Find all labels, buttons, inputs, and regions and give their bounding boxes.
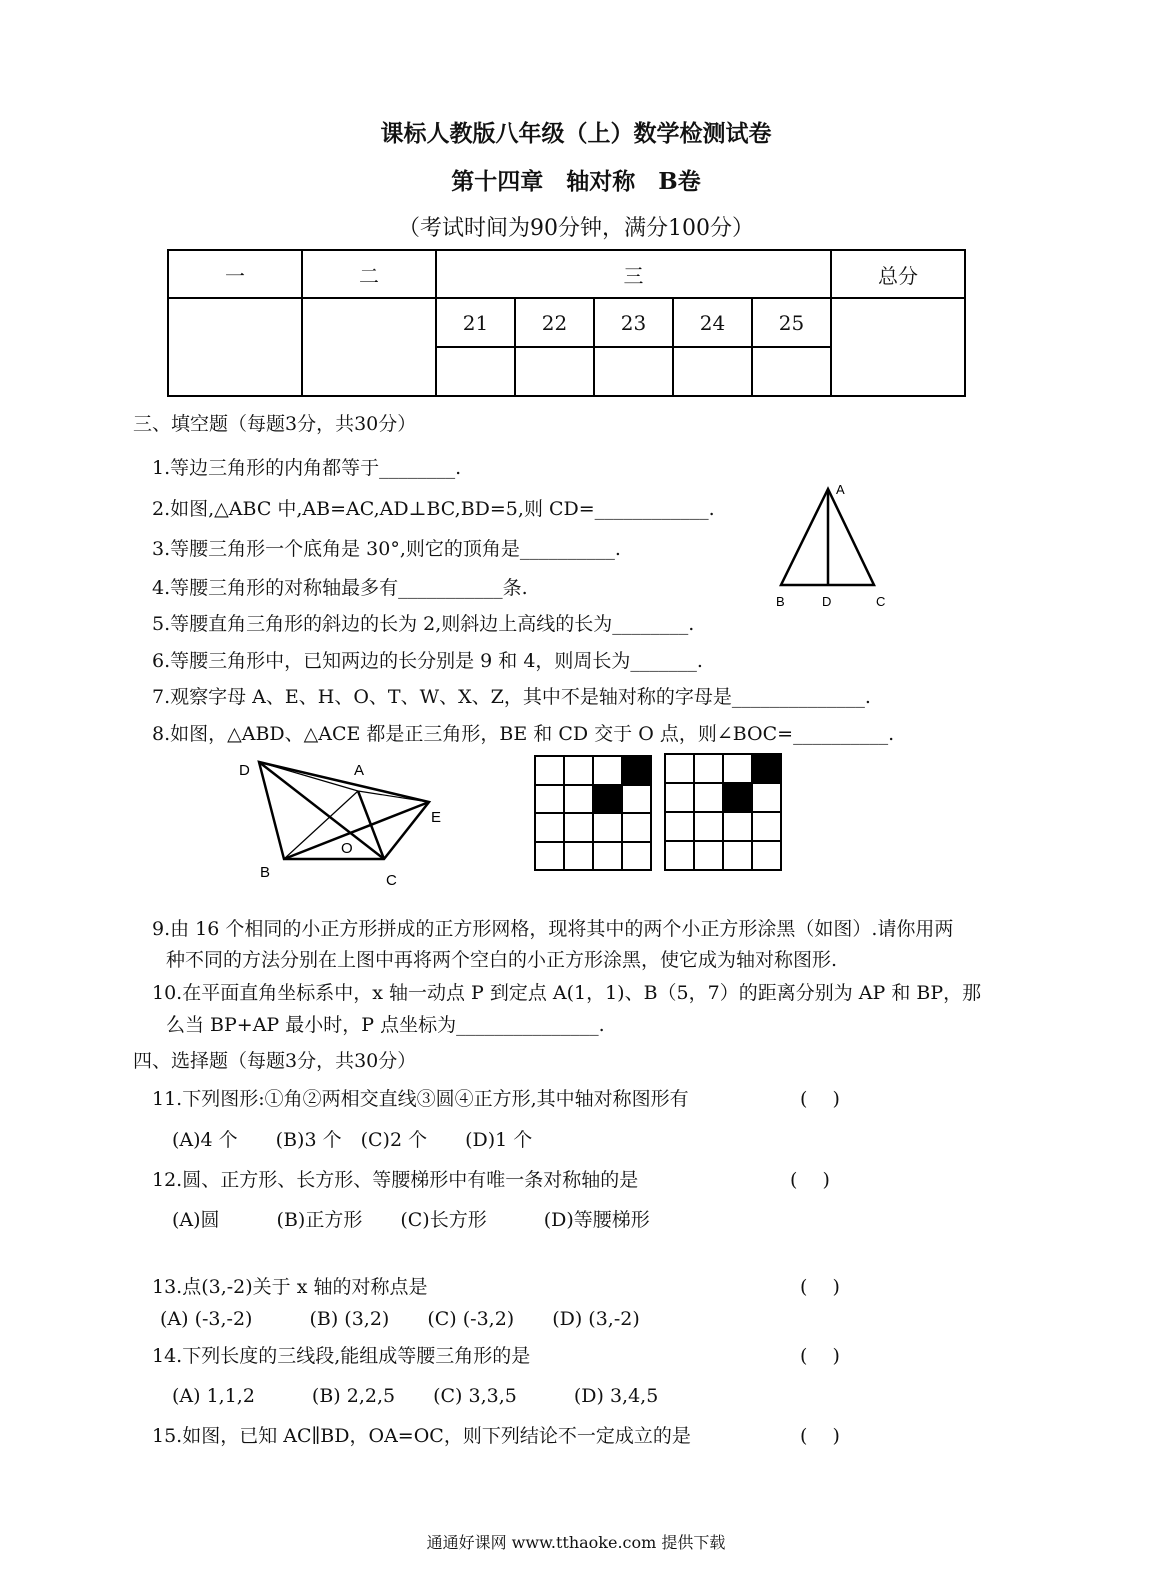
score-num-21: 21: [436, 298, 515, 347]
black-square: [621, 756, 651, 786]
score-cell-21: [436, 347, 515, 396]
question-12-options: (A)圆 (B)正方形 (C)长方形 (D)等腰梯形: [172, 1209, 650, 1231]
score-header-total: 总分: [831, 250, 965, 298]
score-num-23: 23: [594, 298, 673, 347]
question-5: 5.等腰直角三角形的斜边的长为 2,则斜边上高线的长为________.: [152, 613, 695, 635]
label-d: D: [822, 594, 832, 609]
footer-text: 通通好课网 www.tthaoke.com 提供下载: [426, 1533, 726, 1552]
question-14-answer-paren: ( ): [800, 1345, 840, 1367]
question-2: 2.如图,△ABC 中,AB=AC,AD⊥BC,BD=5,则 CD=____________.: [152, 498, 715, 520]
question-10-line2: 么当 BP+AP 最小时，P 点坐标为_______________.: [166, 1014, 605, 1036]
label-o2: O: [341, 840, 353, 857]
score-cell-25: [752, 347, 831, 396]
question-6: 6.等腰三角形中，已知两边的长分别是 9 和 4，则周长为_______.: [152, 650, 703, 672]
section4-title: 四、选择题（每题3分，共30分）: [133, 1050, 417, 1072]
score-num-24: 24: [673, 298, 752, 347]
question-13-options: (A) (-3,-2) (B) (3,2) (C) (-3,2) (D) (3,-2): [160, 1308, 640, 1330]
score-num-25: 25: [752, 298, 831, 347]
score-cell-22: [515, 347, 594, 396]
black-square: [751, 754, 781, 784]
question-7: 7.观察字母 A、E、H、O、T、W、X、Z，其中不是轴对称的字母是______________.: [152, 686, 871, 708]
question-8: 8.如图，△ABD、△ACE 都是正三角形，BE 和 CD 交于 O 点，则∠BOC=__________.: [152, 723, 895, 745]
grid-left: [533, 754, 655, 872]
question-1: 1.等边三角形的内角都等于________.: [152, 457, 462, 479]
label-c: C: [876, 594, 886, 609]
label-a2: A: [354, 762, 365, 779]
segment-da: [259, 762, 358, 791]
section3-title: 三、填空题（每题3分，共30分）: [133, 413, 417, 435]
exam-info: （考试时间为90分钟，满分100分）: [398, 216, 754, 241]
question-11-options: (A)4 个 (B)3 个 (C)2 个 (D)1 个: [172, 1129, 533, 1151]
question-13: 13.点(3,-2)关于 x 轴的对称点是: [152, 1276, 428, 1298]
question-11: 11.下列图形:①角②两相交直线③圆④正方形,其中轴对称图形有: [152, 1088, 689, 1110]
exam-title: 课标人教版八年级（上）数学检测试卷: [380, 120, 772, 147]
question-15: 15.如图，已知 AC∥BD，OA=OC，则下列结论不一定成立的是: [152, 1425, 691, 1447]
score-header-1: 一: [168, 250, 302, 298]
question-11-answer-paren: ( ): [800, 1088, 840, 1110]
triangles-abd-ace-figure: [230, 755, 455, 890]
question-9-line1: 9.由 16 个相同的小正方形拼成的正方形网格，现将其中的两个小正方形涂黑（如图）.请你用两: [152, 918, 954, 940]
score-num-22: 22: [515, 298, 594, 347]
label-b: B: [776, 594, 785, 609]
label-e2: E: [431, 809, 442, 826]
score-cell-total: [831, 298, 965, 396]
question-3: 3.等腰三角形一个底角是 30°,则它的顶角是__________.: [152, 538, 621, 560]
score-cell-24: [673, 347, 752, 396]
question-9-line2: 种不同的方法分别在上图中再将两个空白的小正方形涂黑，使它成为轴对称图形.: [166, 949, 838, 971]
label-c2: C: [386, 872, 397, 889]
question-4: 4.等腰三角形的对称轴最多有___________条.: [152, 577, 528, 599]
label-b2: B: [260, 864, 271, 881]
question-14: 14.下列长度的三线段,能组成等腰三角形的是: [152, 1345, 531, 1367]
question-15-answer-paren: ( ): [800, 1425, 840, 1447]
score-header-2: 二: [302, 250, 436, 298]
question-12-answer-paren: ( ): [790, 1169, 830, 1191]
question-10-line1: 10.在平面直角坐标系中，x 轴一动点 P 到定点 A(1，1)、B（5，7）的距离分别为 AP 和 BP，那: [152, 982, 982, 1004]
question-13-answer-paren: ( ): [800, 1276, 840, 1298]
score-table: [167, 249, 966, 397]
grid-right: [663, 752, 785, 872]
triangle-abc-figure: [770, 480, 900, 615]
black-square: [722, 783, 752, 813]
score-header-3: 三: [436, 250, 831, 298]
score-cell-2: [302, 298, 436, 396]
label-d2: D: [239, 762, 250, 779]
black-square: [592, 785, 622, 814]
chapter-title: 第十四章 轴对称 B卷: [451, 168, 701, 195]
label-a: A: [836, 482, 845, 497]
question-14-options: (A) 1,1,2 (B) 2,2,5 (C) 3,3,5 (D) 3,4,5: [172, 1385, 659, 1407]
question-12: 12.圆、正方形、长方形、等腰梯形中有唯一条对称轴的是: [152, 1169, 639, 1191]
score-cell-1: [168, 298, 302, 396]
score-cell-23: [594, 347, 673, 396]
